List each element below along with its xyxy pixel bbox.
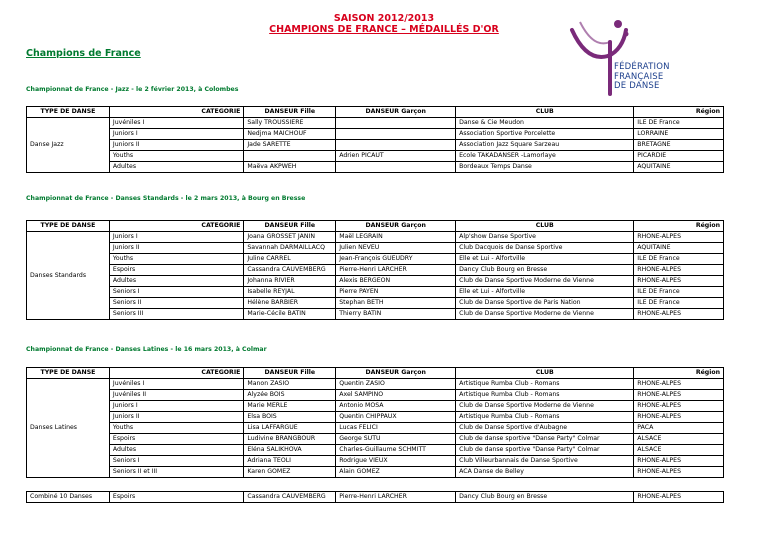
table-row [27, 243, 724, 254]
category-cell: Youths [109, 254, 243, 265]
latines-table [26, 367, 724, 478]
fille-cell: Cassandra CAUVEMBERG [244, 492, 336, 503]
region-cell: ALSACE [634, 434, 724, 445]
garcon-cell: Alain GOMEZ [336, 467, 456, 478]
header-region: Région [634, 368, 724, 379]
category-cell: Juvéniles II [109, 390, 243, 401]
table-row [27, 118, 724, 129]
fille-cell: Alyzée BOIS [244, 390, 336, 401]
category-cell: Seniors I [109, 287, 243, 298]
region-cell: RHONE-ALPES [634, 379, 724, 390]
category-cell: Juniors I [109, 401, 243, 412]
garcon-cell: Antonio MOSA [336, 401, 456, 412]
region-cell: RHONE-ALPES [634, 232, 724, 243]
header-category: CATEGORIE [109, 368, 243, 379]
table-row [27, 129, 724, 140]
header-fille: DANSEUR Fille [244, 221, 336, 232]
header-club: CLUB [456, 221, 634, 232]
header-club: CLUB [456, 107, 634, 118]
garcon-cell: Alexis BERGEON [336, 276, 456, 287]
federation-logo-text: FÉDÉRATION FRANÇAISE DE DANSE [614, 62, 670, 91]
garcon-cell: Pierre-Henri LARCHER [336, 492, 456, 503]
garcon-cell: Axel SAMPINO [336, 390, 456, 401]
table-row [27, 434, 724, 445]
garcon-cell: Pierre PAYEN [336, 287, 456, 298]
fille-cell: Marie MERLE [244, 401, 336, 412]
region-cell: BRETAGNE [634, 140, 724, 151]
club-cell: Ecole TAKADANSER -Lamorlaye [456, 151, 634, 162]
region-cell: ALSACE [634, 445, 724, 456]
category-cell: Juvéniles I [109, 379, 243, 390]
table-row [27, 390, 724, 401]
fille-cell: Cassandra CAUVEMBERG [244, 265, 336, 276]
garcon-cell: Quentin CHIPPAUX [336, 412, 456, 423]
combine-table [26, 491, 724, 503]
region-cell: RHONE-ALPES [634, 265, 724, 276]
section-title: Champions de France [26, 48, 141, 59]
region-cell: RHONE-ALPES [634, 412, 724, 423]
fille-cell: Joana GROSSET JANIN [244, 232, 336, 243]
table-row [27, 140, 724, 151]
fille-cell: Isabelle REYJAL [244, 287, 336, 298]
category-cell: Seniors II et III [109, 467, 243, 478]
standards-championship-title: Championnat de France - Danses Standards - le 2 mars 2013, à Bourg en Bresse [26, 195, 306, 202]
region-cell: LORRAINE [634, 129, 724, 140]
fille-cell: Johanna RIVIER [244, 276, 336, 287]
garcon-cell: Lucas FELICI [336, 423, 456, 434]
table-row [27, 287, 724, 298]
club-cell: Dancy Club Bourg en Bresse [456, 265, 634, 276]
header-category: CATEGORIE [109, 221, 243, 232]
garcon-cell [336, 140, 456, 151]
fille-cell: Ludivine BRANGBOUR [244, 434, 336, 445]
garcon-cell [336, 162, 456, 173]
table-row [27, 456, 724, 467]
region-cell: ILE DE France [634, 118, 724, 129]
region-cell: AQUITAINE [634, 243, 724, 254]
header-garcon: DANSEUR Garçon [336, 107, 456, 118]
category-cell: Seniors I [109, 456, 243, 467]
region-cell: RHONE-ALPES [634, 492, 724, 503]
fille-cell: Lisa LAFFARGUE [244, 423, 336, 434]
type-cell: Danses Standards [27, 232, 110, 320]
garcon-cell: Julien NEVEU [336, 243, 456, 254]
category-cell: Adultes [109, 445, 243, 456]
table-row [27, 309, 724, 320]
fille-cell: Karen GOMEZ [244, 467, 336, 478]
region-cell: ILE DE France [634, 298, 724, 309]
region-cell: RHONE-ALPES [634, 467, 724, 478]
club-cell: Club de Danse Sportive d'Aubagne [456, 423, 634, 434]
fille-cell: Nedjma MAICHOUF [244, 129, 336, 140]
club-cell: Danse & Cie Meudon [456, 118, 634, 129]
fille-cell [244, 151, 336, 162]
table-row [27, 254, 724, 265]
garcon-cell: George SUTU [336, 434, 456, 445]
page-title-line2: CHAMPIONS DE FRANCE – MÉDAILLÉS D'OR [269, 24, 499, 35]
table-row [27, 445, 724, 456]
fille-cell: Elsa BOIS [244, 412, 336, 423]
region-cell: RHONE-ALPES [634, 456, 724, 467]
table-row [27, 232, 724, 243]
region-cell: PICARDIE [634, 151, 724, 162]
region-cell: ILE DE France [634, 287, 724, 298]
table-row [27, 151, 724, 162]
category-cell: Espoirs [109, 492, 243, 503]
header-type: TYPE DE DANSE [27, 221, 110, 232]
fille-cell: Sally TROUSSIERE [244, 118, 336, 129]
garcon-cell [336, 118, 456, 129]
category-cell: Espoirs [109, 434, 243, 445]
category-cell: Juniors II [109, 412, 243, 423]
garcon-cell: Quentin ZASIO [336, 379, 456, 390]
header-category: CATEGORIE [109, 107, 243, 118]
header-club: CLUB [456, 368, 634, 379]
club-cell: Elle et Lui - Alfortville [456, 287, 634, 298]
table-row [27, 492, 724, 503]
garcon-cell: Maël LEGRAIN [336, 232, 456, 243]
category-cell: Juniors I [109, 129, 243, 140]
garcon-cell: Stephan BETH [336, 298, 456, 309]
table-row [27, 162, 724, 173]
header-fille: DANSEUR Fille [244, 107, 336, 118]
header-region: Région [634, 221, 724, 232]
table-header-row [27, 107, 724, 118]
fille-cell: Maëva AKPWEH [244, 162, 336, 173]
garcon-cell: Pierre-Henri LARCHER [336, 265, 456, 276]
fille-cell: Manon ZASIO [244, 379, 336, 390]
fille-cell: Savannah DARMAILLACQ [244, 243, 336, 254]
category-cell: Seniors III [109, 309, 243, 320]
category-cell: Adultes [109, 276, 243, 287]
latines-championship-title: Championnat de France - Danses Latines - le 16 mars 2013, à Colmar [26, 346, 267, 353]
club-cell: Club de danse sportive "Danse Party" Colmar [456, 434, 634, 445]
type-cell: Combiné 10 Danses [27, 492, 110, 503]
type-cell: Danse Jazz [27, 118, 110, 173]
club-cell: Club de Danse Sportive Moderne de Vienne [456, 276, 634, 287]
region-cell: RHONE-ALPES [634, 390, 724, 401]
table-row [27, 265, 724, 276]
fille-cell: Hélène BARBIER [244, 298, 336, 309]
category-cell: Juvéniles I [109, 118, 243, 129]
table-row [27, 276, 724, 287]
fille-cell: Eléna SALIKHOVA [244, 445, 336, 456]
header-type: TYPE DE DANSE [27, 368, 110, 379]
club-cell: Artistique Rumba Club - Romans [456, 379, 634, 390]
club-cell: Bordeaux Temps Danse [456, 162, 634, 173]
region-cell: ILE DE France [634, 254, 724, 265]
header-region: Région [634, 107, 724, 118]
club-cell: Artistique Rumba Club - Romans [456, 412, 634, 423]
club-cell: Club de Danse Sportive Moderne de Vienne [456, 401, 634, 412]
fille-cell: Juline CARREL [244, 254, 336, 265]
garcon-cell: Thierry BATIN [336, 309, 456, 320]
region-cell: AQUITAINE [634, 162, 724, 173]
club-cell: Association Sportive Porcelette [456, 129, 634, 140]
club-cell: Club Dacquois de Danse Sportive [456, 243, 634, 254]
header-type: TYPE DE DANSE [27, 107, 110, 118]
page-title-line1: SAISON 2012/2013 [333, 13, 435, 24]
club-cell: ACA Danse de Belley [456, 467, 634, 478]
region-cell: RHONE-ALPES [634, 401, 724, 412]
club-cell: Association Jazz Square Sarzeau [456, 140, 634, 151]
fille-cell: Jade SARETTE [244, 140, 336, 151]
club-cell: Artistique Rumba Club - Romans [456, 390, 634, 401]
club-cell: Alp'show Danse Sportive [456, 232, 634, 243]
header-garcon: DANSEUR Garçon [336, 221, 456, 232]
region-cell: RHONE-ALPES [634, 276, 724, 287]
category-cell: Seniors II [109, 298, 243, 309]
region-cell: PACA [634, 423, 724, 434]
standards-table [26, 220, 724, 320]
garcon-cell: Jean-François GUEUDRY [336, 254, 456, 265]
fille-cell: Adriana TEOLI [244, 456, 336, 467]
category-cell: Youths [109, 151, 243, 162]
region-cell: RHONE-ALPES [634, 309, 724, 320]
jazz-table [26, 106, 724, 173]
table-header-row [27, 221, 724, 232]
club-cell: Club de danse sportive "Danse Party" Colmar [456, 445, 634, 456]
club-cell: Club de Danse Sportive Moderne de Vienne [456, 309, 634, 320]
garcon-cell: Adrien PICAUT [336, 151, 456, 162]
table-row [27, 298, 724, 309]
garcon-cell: Charles-Guillaume SCHMITT [336, 445, 456, 456]
club-cell: Dancy Club Bourg en Bresse [456, 492, 634, 503]
garcon-cell: Rodrigue VIEUX [336, 456, 456, 467]
club-cell: Club Villeurbannais de Danse Sportive [456, 456, 634, 467]
header-garcon: DANSEUR Garçon [336, 368, 456, 379]
type-cell: Danses Latines [27, 379, 110, 478]
category-cell: Juniors I [109, 232, 243, 243]
table-row [27, 379, 724, 390]
club-cell: Elle et Lui - Alfortville [456, 254, 634, 265]
garcon-cell [336, 129, 456, 140]
jazz-championship-title: Championnat de France - Jazz - le 2 février 2013, à Colombes [26, 86, 239, 93]
category-cell: Juniors II [109, 140, 243, 151]
category-cell: Adultes [109, 162, 243, 173]
table-row [27, 423, 724, 434]
table-header-row [27, 368, 724, 379]
header-fille: DANSEUR Fille [244, 368, 336, 379]
category-cell: Espoirs [109, 265, 243, 276]
fille-cell: Marie-Cécile BATIN [244, 309, 336, 320]
club-cell: Club de Danse Sportive de Paris Nation [456, 298, 634, 309]
table-row [27, 401, 724, 412]
category-cell: Juniors II [109, 243, 243, 254]
category-cell: Youths [109, 423, 243, 434]
table-row [27, 412, 724, 423]
table-row [27, 467, 724, 478]
